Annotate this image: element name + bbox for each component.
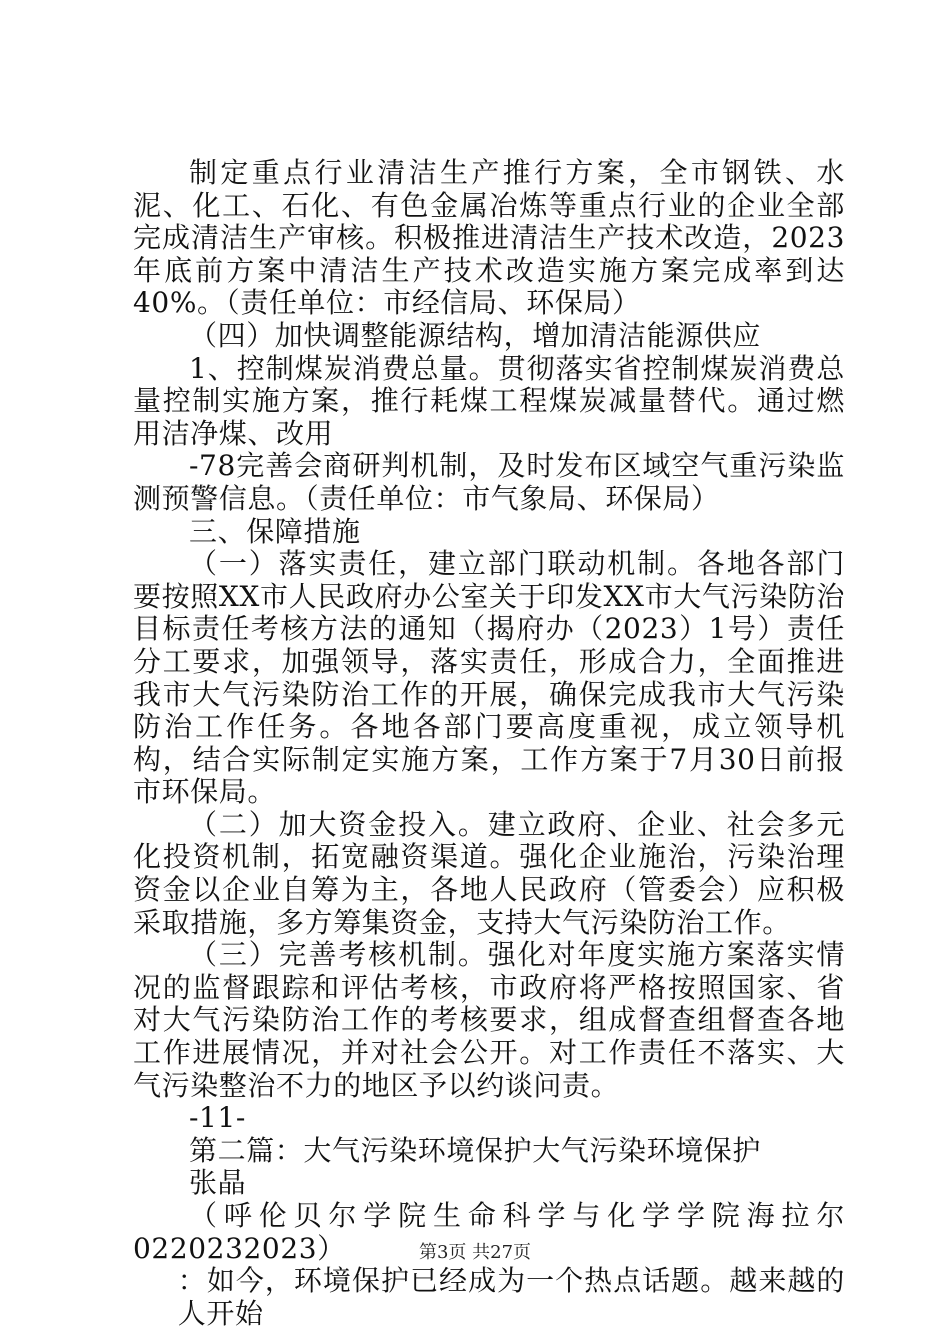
- paragraph-coal-control: 1、控制煤炭消费总量。贯彻落实省控制煤炭消费总量控制实施方案，推行耗煤工程煤炭减量替代。通过燃用洁净煤、改用: [133, 351, 845, 450]
- page-footer: 第3页 共27页: [418, 1242, 532, 1263]
- paragraph-responsibility: （一）落实责任，建立部门联动机制。各地各部门要按照XX市人民政府办公室关于印发XX市大气污染防治目标责任考核方法的通知（揭府办（2023）1号）责任分工要求，加强领导，落实责任，形成合力，全面推进我市大气污染防治工作的开展，确保完成我市大气污染防治工作任务。各地各部门要高度重视，成立领导机构，结合实际制定实施方案，工作方案于7月30日前报市环保局。: [133, 547, 845, 809]
- paragraph-assessment: （三）完善考核机制。强化对年度实施方案落实情况的监督跟踪和评估考核，市政府将严格按照国家、省对大气污染防治工作的考核要求，组成督查组督查各地工作进展情况，并对社会公开。对工作责任不落实、大气污染整治不力的地区予以约谈问责。: [133, 938, 845, 1102]
- abstract-start: ：如今，环境保护已经成为一个热点话题。越来越的人开始: [177, 1264, 845, 1330]
- heading-safeguard-measures: 三、保障措施: [189, 514, 361, 548]
- heading-energy-structure: （四）加快调整能源结构，增加清洁能源供应: [189, 318, 762, 352]
- paragraph-early-warning: -78完善会商研判机制，及时发布区域空气重污染监测预警信息。（责任单位：市气象局、环保局）: [133, 449, 845, 515]
- paragraph-cleaner-production: 制定重点行业清洁生产推行方案，全市钢铁、水泥、化工、石化、有色金属冶炼等重点行业的企业全部完成清洁生产审核。积极推进清洁生产技术改造，2023年底前方案中清洁生产技术改造实施方案完成率到达40%。（责任单位：市经信局、环保局）: [133, 156, 845, 320]
- paragraph-funding: （二）加大资金投入。建立政府、企业、社会多元化投资机制，拓宽融资渠道。强化企业施治，污染治理资金以企业自筹为主，各地人民政府（管委会）应积极采取措施，多方筹集资金，支持大气污染防治工作。: [133, 807, 845, 939]
- document-body: [133, 157, 845, 1330]
- page-marker: -11-: [189, 1101, 246, 1135]
- article-title: 第二篇：大气污染环境保护大气污染环境保护: [189, 1133, 762, 1167]
- author-affiliation: （呼伦贝尔学院生命科学与化学学院海拉尔0220232023）: [133, 1199, 845, 1265]
- author-name: 张晶: [189, 1166, 247, 1200]
